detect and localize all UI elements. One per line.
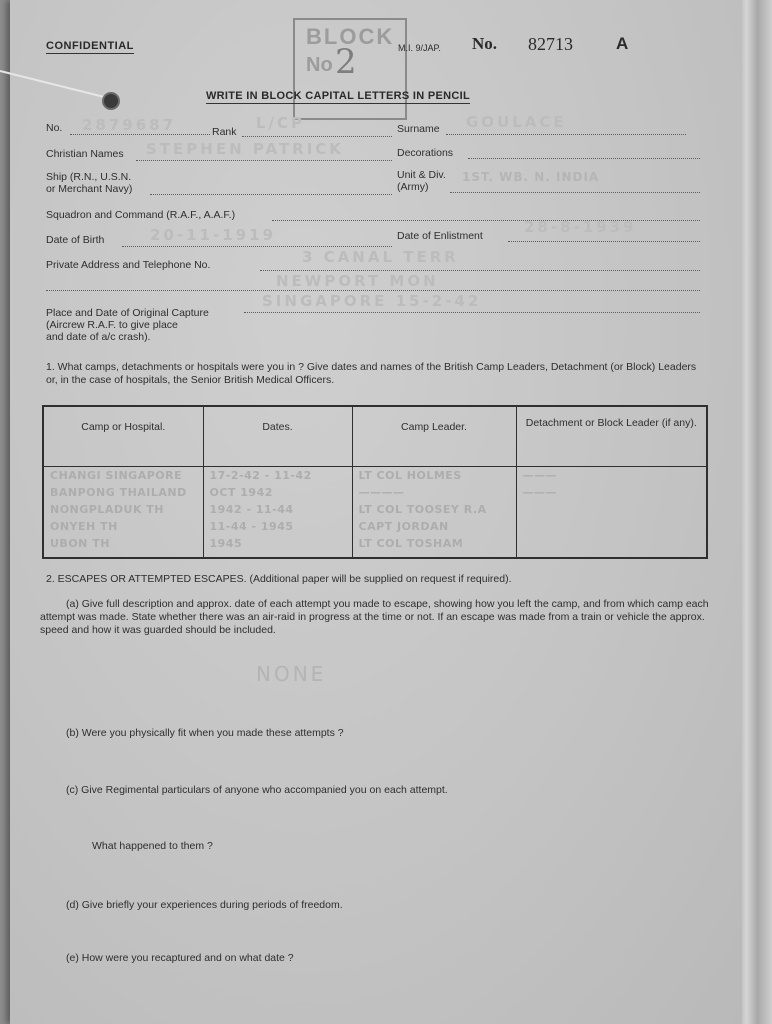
cell-text: CAPT JORDAN (358, 520, 449, 533)
punch-hole (102, 92, 120, 110)
cell-text (517, 535, 707, 552)
question-2b: (b) Were you physically fit when you made these attempts ? (66, 727, 344, 739)
column-header: Camp Leader. (352, 406, 516, 467)
rank-line (242, 136, 392, 137)
column-header: Dates. (203, 406, 352, 467)
dob-value: 20-11-1919 (150, 226, 276, 244)
cell-text: LT COL HOLMES (358, 469, 462, 482)
cell-text: ONYEH TH (50, 520, 118, 533)
dob-line (122, 246, 392, 247)
cell-text: OCT 1942 (209, 486, 273, 499)
instruction-heading: WRITE IN BLOCK CAPITAL LETTERS IN PENCIL (206, 90, 470, 102)
capture-label-1: Place and Date of Original Capture (46, 307, 209, 319)
stamp-word: BLOCK (306, 24, 395, 49)
surname-value: GOULACE (466, 113, 567, 131)
surname-line (446, 134, 686, 135)
cell-text: 1945 (209, 537, 243, 550)
christian-names-label: Christian Names (46, 148, 124, 160)
cell-text: BANPONG THAILAND (50, 486, 187, 499)
column-header: Camp or Hospital. (43, 406, 203, 467)
reference-code: M.I. 9/JAP. (398, 43, 441, 53)
stamp-number: 2 (335, 42, 357, 82)
table-row (43, 467, 707, 559)
cell-text: 11-44 - 1945 (209, 520, 294, 533)
question-2c: (c) Give Regimental particulars of anyone who accompanied you on each attempt. (66, 784, 448, 796)
dates-cell (203, 467, 352, 559)
ship-label-2: or Merchant Navy) (46, 183, 133, 195)
block-leader-cell (516, 467, 707, 559)
no-value: 2879687 (82, 116, 177, 134)
dob-label: Date of Birth (46, 234, 105, 246)
cell-text (517, 518, 707, 535)
question-2a-text: (a) Give full description and approx. date of each attempt you made to escape, showing how you left the camp, and from which camp each attempt was made. State whether there was an air-raid in progress at the time or not. If an escape was made from a train or vehicle the approx. speed and how it was guarded should be included. (40, 598, 709, 636)
camps-table (42, 405, 708, 559)
christian-names-value: STEPHEN PATRICK (146, 140, 344, 158)
cell-text: ——— (522, 469, 557, 482)
cell-text: CHANGI SINGAPORE (50, 469, 183, 482)
tag-string (0, 70, 107, 99)
question-2e: (e) How were you recaptured and on what date ? (66, 952, 294, 964)
christian-names-line (136, 160, 392, 161)
decorations-label: Decorations (397, 147, 454, 159)
cell-text: LT COL TOOSEY R.A (358, 503, 487, 516)
question-2c-followup: What happened to them ? (92, 840, 213, 852)
cell-text: 1942 - 11-44 (209, 503, 294, 516)
question-2d: (d) Give briefly your experiences during periods of freedom. (66, 899, 343, 911)
ship-label-1: Ship (R.N., U.S.N. (46, 171, 132, 183)
serial-prefix: No. (472, 34, 498, 53)
confidential-label: CONFIDENTIAL (46, 40, 134, 52)
column-header: Detachment or Block Leader (if any). (516, 406, 707, 467)
cell-text: LT COL TOSHAM (358, 537, 464, 550)
no-label: No. (46, 122, 63, 134)
no-line (70, 134, 210, 135)
question-2-title: 2. ESCAPES OR ATTEMPTED ESCAPES. (Additional paper will be supplied on request if required). (46, 573, 512, 585)
squadron-label: Squadron and Command (R.A.F., A.A.F.) (46, 209, 236, 221)
rank-value: L/CP (256, 114, 306, 132)
cell-text: UBON TH (50, 537, 110, 550)
cell-text: ———— (358, 486, 405, 499)
capture-line (244, 312, 700, 313)
serial-suffix: A (616, 34, 629, 53)
address-label: Private Address and Telephone No. (46, 259, 211, 271)
enlistment-line (508, 241, 700, 242)
serial-number: 82713 (528, 34, 573, 54)
cell-text: NONGPLADUK TH (50, 503, 165, 516)
unit-line (450, 192, 700, 193)
question-2a-answer: NONE (256, 662, 327, 686)
address-value-1: 3 CANAL TERR (302, 248, 459, 266)
address-value-2: NEWPORT MON (276, 272, 439, 290)
enlistment-label: Date of Enlistment (397, 230, 483, 242)
stamp-no: No (306, 54, 333, 76)
address-line-1 (260, 270, 700, 271)
capture-label-3: and date of a/c crash). (46, 331, 151, 343)
unit-label-2: (Army) (397, 181, 429, 193)
rank-label: Rank (212, 126, 237, 138)
capture-label-2: (Aircrew R.A.F. to give place (46, 319, 178, 331)
question-1-text: 1. What camps, detachments or hospitals were you in ? Give dates and names of the British Camp Leaders, Detachment (or Block) Leaders or, in the case of hospitals, the Senior British Medical Officers. (46, 361, 697, 386)
unit-value: 1ST. WB. N. INDIA (462, 170, 600, 184)
ship-line (150, 194, 392, 195)
camp-leader-cell (352, 467, 516, 559)
unit-label-1: Unit & Div. (397, 169, 446, 181)
table-header-row (43, 406, 707, 467)
cell-text: 17-2-42 - 11-42 (209, 469, 312, 482)
enlistment-value: 28-8-1939 (524, 218, 637, 236)
decorations-line (468, 158, 700, 159)
address-line-2 (46, 290, 700, 291)
surname-label: Surname (397, 123, 440, 135)
cell-text: ——— (522, 486, 557, 499)
form-page (10, 0, 742, 1024)
cell-text (517, 501, 707, 518)
camp-cell (43, 467, 203, 559)
capture-value: SINGAPORE 15-2-42 (262, 292, 482, 310)
